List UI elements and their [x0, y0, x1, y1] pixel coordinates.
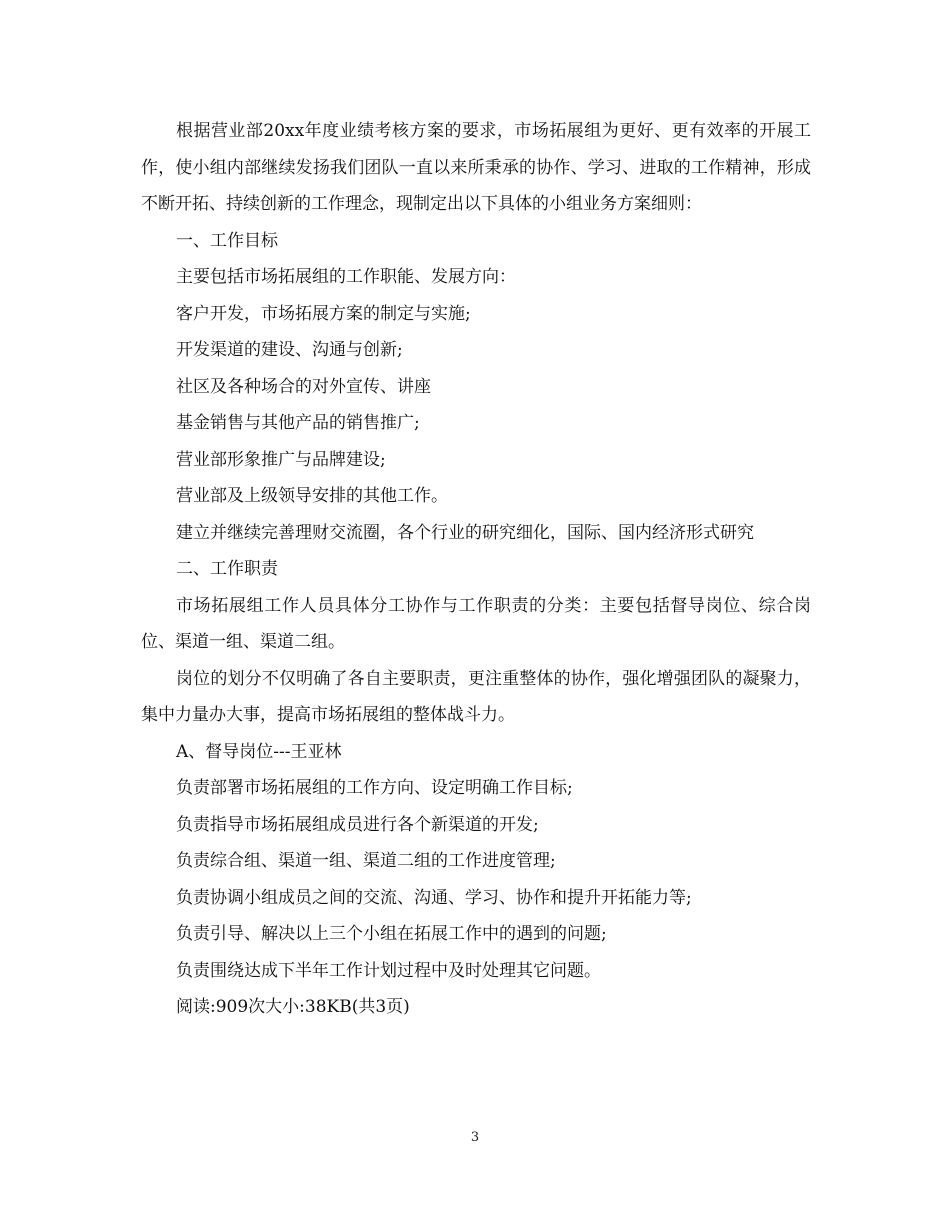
list-item: 负责指导市场拓展组成员进行各个新渠道的开发; [176, 814, 539, 835]
heading-supervisor-position: A、督导岗位---王亚林 [176, 741, 342, 762]
paragraph-intro: 根据营业部20xx年度业绩考核方案的要求，市场拓展组为更好、更有效率的开展工作，使小组内部继续发扬我们团队一直以来所秉承的协作、学习、进取的工作精神，形成不断开拓、持续创新的工作理念，现制定出以下具体的小组业务方案细则： [141, 121, 811, 214]
page-number: 3 [470, 1130, 480, 1145]
read-count-info: 阅读:909次大小:38KB(共3页) [176, 997, 410, 1017]
list-item: 营业部及上级领导安排的其他工作。 [176, 486, 448, 506]
list-item: 负责部署市场拓展组的工作方向、设定明确工作目标; [176, 778, 573, 798]
heading-work-goals: 一、工作目标 [176, 230, 278, 251]
heading-work-duties: 二、工作职责 [176, 559, 278, 579]
list-item: 负责协调小组成员之间的交流、沟通、学习、协作和提升开拓能力等; [176, 887, 692, 908]
list-item: 基金销售与其他产品的销售推广; [176, 413, 420, 433]
list-item: 开发渠道的建设、沟通与创新; [176, 340, 403, 360]
document-body [141, 113, 811, 1026]
paragraph-positions: 岗位的划分不仅明确了各自主要职责，更注重整体的协作，强化增强团队的凝聚力，集中力量办大事，提高市场拓展组的整体战斗力。 [141, 668, 811, 725]
list-item: 客户开发，市场拓展方案的制定与实施; [176, 303, 471, 324]
list-item: 建立并继续完善理财交流圈，各个行业的研究细化，国际、国内经济形式研究 [176, 522, 754, 543]
list-item: 负责围绕达成下半年工作计划过程中及时处理其它问题。 [176, 960, 601, 981]
list-item: 营业部形象推广与品牌建设; [176, 449, 386, 470]
paragraph-goals-intro: 主要包括市场拓展组的工作职能、发展方向： [176, 267, 516, 287]
list-item: 负责引导、解决以上三个小组在拓展工作中的遇到的问题; [176, 924, 607, 944]
list-item: 社区及各种场合的对外宣传、讲座 [176, 376, 431, 397]
paragraph-duties-classification: 市场拓展组工作人员具体分工协作与工作职责的分类：主要包括督导岗位、综合岗位、渠道一组、渠道二组。 [141, 595, 811, 652]
list-item: 负责综合组、渠道一组、渠道二组的工作进度管理; [176, 851, 556, 871]
